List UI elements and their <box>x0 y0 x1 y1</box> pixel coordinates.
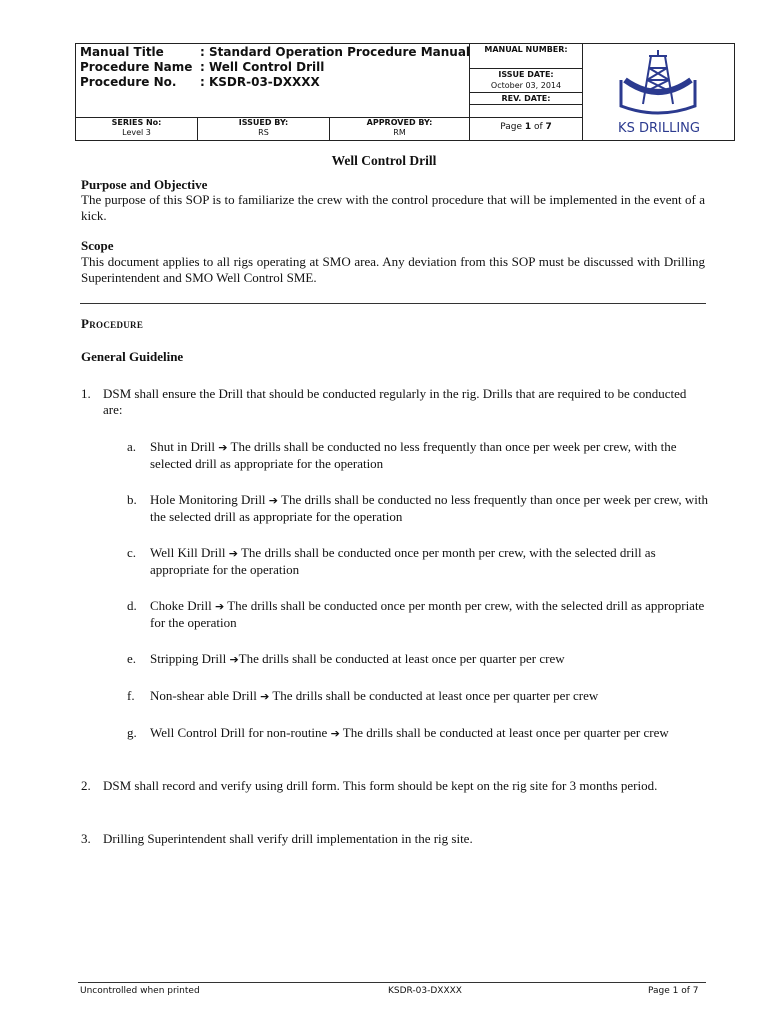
issued-by-label: ISSUED BY: <box>238 118 289 127</box>
footer-uncontrolled-note: Uncontrolled when printed <box>80 986 200 996</box>
arrow-right-icon: ➔ <box>228 547 238 560</box>
manual-title-label: Manual Title <box>80 45 164 59</box>
list-item-number: 3. <box>81 831 91 846</box>
issued-by-value: RS <box>258 128 269 137</box>
arrow-right-icon: ➔ <box>260 690 270 703</box>
procedure-name-label: Procedure Name <box>80 60 193 74</box>
series-value: Level 3 <box>122 128 151 137</box>
procedure-name-value: : Well Control Drill <box>200 60 325 74</box>
procedure-no-value: : KSDR-03-DXXXX <box>200 75 320 89</box>
general-guideline-heading: General Guideline <box>81 349 184 364</box>
list-item-text: Drilling Superintendent shall verify drill implementation in the rig site. <box>103 831 473 846</box>
arrow-right-icon: ➔ <box>215 600 225 613</box>
issue-date-value: October 03, 2014 <box>490 81 562 90</box>
sub-item-b: Hole Monitoring Drill ➔ The drills shall be conducted no less frequently than once per week per crew, with the selected drill as appropriate for the operation <box>150 492 708 524</box>
sub-item-g: Well Control Drill for non-routine ➔ The drills shall be conducted at least once per quarter per crew <box>150 725 669 740</box>
scope-text: This document applies to all rigs operating at SMO area. Any deviation from this SOP must be discussed with Drilling Superintendent and SMO Well Control SME. <box>81 254 705 285</box>
manual-number-label: MANUAL NUMBER: <box>484 45 568 54</box>
sub-item-letter: d. <box>127 598 137 613</box>
list-item-number: 2. <box>81 778 91 793</box>
arrow-right-icon: ➔ <box>229 653 239 666</box>
document-title: Well Control Drill <box>331 153 437 168</box>
logo-wordmark: KS DRILLING <box>618 121 700 136</box>
drilling-rig-logo-icon <box>583 44 735 141</box>
purpose-text: The purpose of this SOP is to familiarize the crew with the control procedure that will be implemented in the event of a kick. <box>81 192 705 223</box>
list-item-text: DSM shall ensure the Drill that should be conducted regularly in the rig. Drills that are required to be conducted are: <box>103 386 687 417</box>
section-divider <box>80 303 706 304</box>
document-header-table <box>75 43 735 141</box>
page-indicator: Page 1 of 7 <box>500 122 552 132</box>
approved-by-label: APPROVED BY: <box>366 118 433 127</box>
sub-item-letter: g. <box>127 725 137 740</box>
company-logo <box>583 44 735 141</box>
sub-item-a: Shut in Drill ➔ The drills shall be conducted no less frequently than once per week per crew, with the selected drill as appropriate for the operation <box>150 439 677 471</box>
footer-procedure-number: KSDR-03-DXXXX <box>388 986 462 996</box>
procedure-heading: Procedure <box>81 316 144 331</box>
issue-date-label: ISSUE DATE: <box>498 70 554 79</box>
sub-item-letter: f. <box>127 688 135 703</box>
sub-item-c: Well Kill Drill ➔ The drills shall be conducted once per month per crew, with the selected drill as appropriate for the operation <box>150 545 656 577</box>
arrow-right-icon: ➔ <box>268 494 279 507</box>
sub-item-d: Choke Drill ➔ The drills shall be conducted once per month per crew, with the selected drill as appropriate for the operation <box>150 598 705 630</box>
sub-item-letter: b. <box>127 492 137 507</box>
footer-page-number: Page 1 of 7 <box>648 986 699 996</box>
sub-item-letter: e. <box>127 651 137 666</box>
arrow-right-icon: ➔ <box>218 441 228 454</box>
manual-title-value: : Standard Operation Procedure Manual <box>200 45 471 59</box>
purpose-heading: Purpose and Objective <box>81 177 208 192</box>
approved-by-value: RM <box>393 128 406 137</box>
list-item-number: 1. <box>81 386 91 401</box>
sub-item-letter: c. <box>127 545 137 560</box>
sub-item-f: Non-shear able Drill ➔ The drills shall be conducted at least once per quarter per crew <box>150 688 599 703</box>
series-label: SERIES No: <box>111 118 162 127</box>
footer-divider <box>78 982 706 983</box>
sub-item-e: Stripping Drill ➔The drills shall be conducted at least once per quarter per crew <box>150 651 565 666</box>
arrow-right-icon: ➔ <box>330 727 340 740</box>
sub-item-letter: a. <box>127 439 137 454</box>
scope-heading: Scope <box>81 238 114 253</box>
rev-date-label: REV. DATE: <box>501 94 551 103</box>
procedure-no-label: Procedure No. <box>80 75 177 89</box>
list-item-text: DSM shall record and verify using drill form. This form should be kept on the rig site for 3 months period. <box>103 778 658 793</box>
